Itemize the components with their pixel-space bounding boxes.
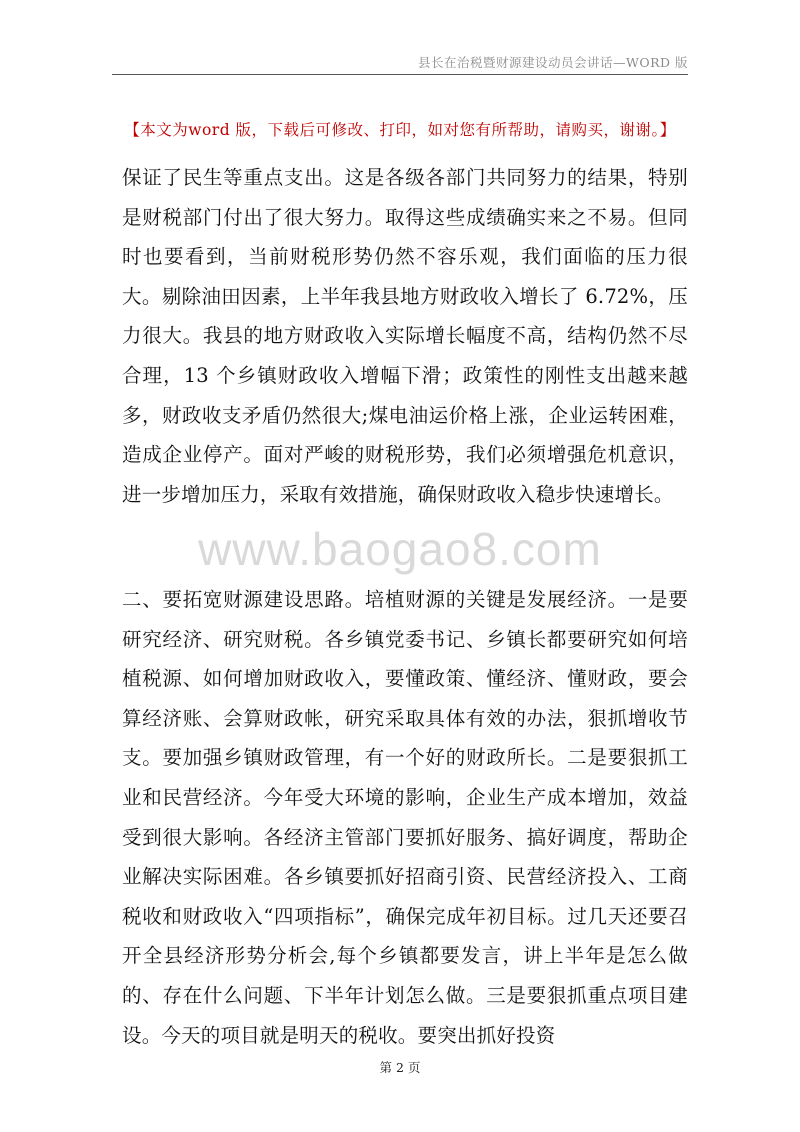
purchase-notice: 【本文为word 版，下载后可修改、打印，如对您有所帮助，请购买，谢谢。】 [124, 121, 676, 139]
body-paragraph-2: 二、要拓宽财源建设思路。培植财源的关键是发展经济。一是要研究经济、研究财税。各乡镇党委书记、乡镇长都要研究如何培植税源、如何增加财政收入，要懂政策、懂经济、懂财政，要会算经济账、会算财政帐，研究采取具体有效的办法，狠抓增收节支。要加强乡镇财政管理，有一个好的财政所长。二是要狠抓工业和民营经济。今年受大环境的影响，企业生产成本增加，效益受到很大影响。各经济主管部门要抓好服务、搞好调度，帮助企业解决实际困难。各乡镇要抓好招商引资、民营经济投入、工商税收和财政收入“四项指标”，确保完成年初目标。过几天还要召开全县经济形势分析会,每个乡镇都要发言，讲上半年是怎么做的、存在什么问题、下半年计划怎么做。三是要狠抓重点项目建设。今天的项目就是明天的税收。要突出抓好投资 [122, 588, 688, 1047]
body-paragraph-1: 保证了民生等重点支出。这是各级各部门共同努力的结果，特别是财税部门付出了很大努力。取得这些成绩确实来之不易。但同时也要看到，当前财税形势仍然不容乐观，我们面临的压力很大。剔除油田因素，上半年我县地方财政收入增长了 6.72%，压力很大。我县的地方财政收入实际增长幅度不高，结构仍然不尽合理，13 个乡镇财政收入增幅下滑；政策性的刚性支出越来越多，财政收支矛盾仍然很大;煤电油运价格上涨，企业运转困难，造成企业停产。面对严峻的财税形势，我们必须增强危机意识，进一步增加压力，采取有效措施，确保财政收入稳步快速增长。 [122, 166, 688, 506]
watermark: www.baogao8.com [198, 523, 602, 575]
header-title: 县长在治税暨财源建设动员会讲话—WORD 版 [417, 55, 688, 70]
page-header [112, 52, 688, 75]
page-number: 第 2 页 [379, 1060, 421, 1075]
